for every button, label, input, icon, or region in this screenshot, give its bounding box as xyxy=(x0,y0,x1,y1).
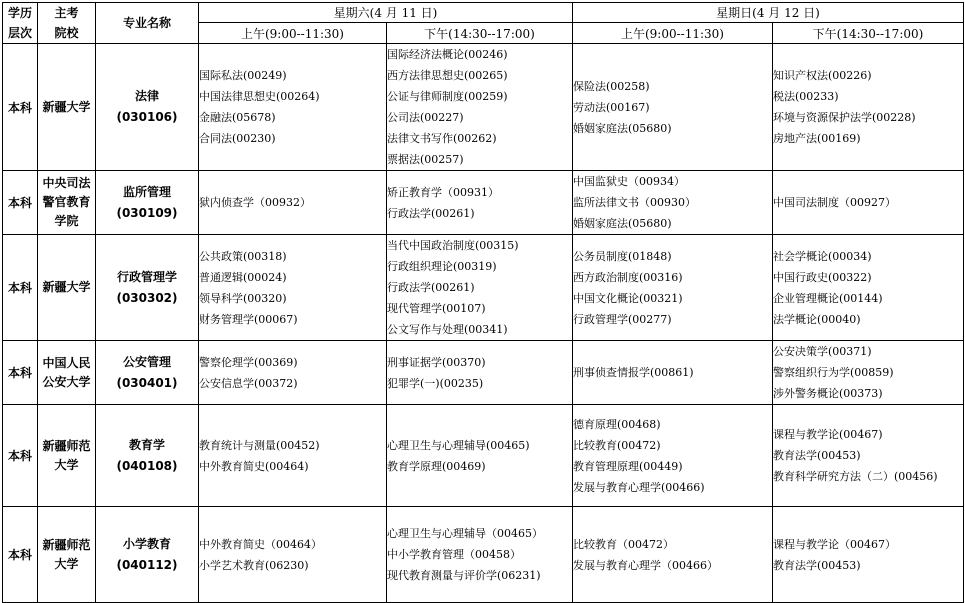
table-row xyxy=(3,171,964,235)
exam-course: 法律文书写作(00262) xyxy=(387,132,497,145)
exam-course: 课程与教学论(00467) xyxy=(773,428,883,441)
sun-afternoon-exams xyxy=(773,341,964,405)
header-sat-afternoon: 下午(14:30--17:00) xyxy=(387,23,573,44)
major-code: (030106) xyxy=(116,110,178,124)
exam-course: 公共政策(00318) xyxy=(199,249,287,263)
exam-course: 行政法学(00261) xyxy=(387,281,475,294)
host-school xyxy=(38,405,96,507)
exam-course: 刑事侦查情报学(00861) xyxy=(573,366,694,379)
exam-course: 企业管理概论(00144) xyxy=(773,291,883,305)
exam-course: 领导科学(00320) xyxy=(199,291,287,305)
exam-course: 教育科学研究方法（二）(00456) xyxy=(773,470,938,483)
header-level: 学历 层次 xyxy=(3,3,38,44)
exam-course: 劳动法(00167) xyxy=(573,100,650,114)
major-code: (030302) xyxy=(116,290,178,305)
exam-course: 涉外警务概论(00373) xyxy=(773,387,883,400)
exam-course: 心理卫生与心理辅导（00465） xyxy=(387,527,543,540)
school-name-line: 警官教育 xyxy=(42,195,91,209)
exam-course: 保险法(00258) xyxy=(573,79,650,93)
major xyxy=(96,341,199,405)
exam-course: 房地产法(00169) xyxy=(773,132,861,145)
exam-course: 矫正教育学（00931） xyxy=(387,185,499,199)
sun-morning-exams xyxy=(573,171,773,235)
exam-course: 狱内侦查学（00932） xyxy=(199,196,311,209)
exam-course: 警察伦理学(00369) xyxy=(199,355,298,369)
sun-morning-exams xyxy=(573,507,773,603)
school-name-line: 大学 xyxy=(54,556,79,571)
exam-course: 婚姻家庭法(05680) xyxy=(573,217,672,230)
exam-course: 教育法学(00453) xyxy=(773,449,861,462)
exam-course: 中国监狱史（00934） xyxy=(573,175,685,188)
degree-level: 本科 xyxy=(3,44,38,171)
exam-course: 行政管理学(00277) xyxy=(573,312,672,326)
table-row xyxy=(3,507,964,603)
major xyxy=(96,235,199,341)
exam-course: 财务管理学(00067) xyxy=(199,312,298,326)
exam-course: 中国法律思想史(00264) xyxy=(199,90,320,103)
exam-course: 当代中国政治制度(00315) xyxy=(387,239,519,252)
sun-afternoon-exams xyxy=(773,507,964,603)
schedule-body xyxy=(3,44,964,603)
major xyxy=(96,171,199,235)
exam-course: 社会学概论(00034) xyxy=(773,249,872,263)
sun-afternoon-exams xyxy=(773,171,964,235)
degree-level: 本科 xyxy=(3,405,38,507)
sat-afternoon-exams xyxy=(387,405,573,507)
exam-course: 西方法律思想史(00265) xyxy=(387,69,508,82)
exam-course: 现代管理学(00107) xyxy=(387,302,486,315)
sun-morning-exams xyxy=(573,235,773,341)
sat-afternoon-exams xyxy=(387,507,573,603)
exam-course: 合同法(00230) xyxy=(199,132,276,145)
school-name-line: 学院 xyxy=(54,214,79,228)
school-name-line: 新疆大学 xyxy=(42,99,91,114)
sun-morning-exams xyxy=(573,44,773,171)
sun-afternoon-exams xyxy=(773,44,964,171)
exam-course: 国际经济法概论(00246) xyxy=(387,48,508,61)
exam-course: 普通逻辑(00024) xyxy=(199,270,287,284)
school-name-line: 新疆大学 xyxy=(42,280,91,294)
exam-course: 教育统计与测量(00452) xyxy=(199,438,320,452)
exam-course: 法学概论(00040) xyxy=(773,312,861,326)
exam-course: 发展与教育心理学（00466） xyxy=(573,558,718,572)
sun-afternoon-exams xyxy=(773,235,964,341)
sun-morning-exams xyxy=(573,405,773,507)
exam-course: 德育原理(00468) xyxy=(573,417,661,431)
header-day-sunday: 星期日(4 月 12 日) xyxy=(573,3,964,23)
major-code: (030401) xyxy=(116,375,178,390)
sat-morning-exams xyxy=(199,171,387,235)
degree-level: 本科 xyxy=(3,341,38,405)
table-row xyxy=(3,405,964,507)
exam-course: 国际私法(00249) xyxy=(199,69,287,82)
exam-course: 票据法(00257) xyxy=(387,153,464,166)
header-school: 主考 院校 xyxy=(38,3,96,44)
exam-course: 中小学教育管理（00458） xyxy=(387,548,521,561)
sun-morning-exams xyxy=(573,341,773,405)
exam-course: 教育法学(00453) xyxy=(773,558,861,572)
major-code: (040108) xyxy=(116,458,178,473)
header-sun-morning: 上午(9:00--11:30) xyxy=(573,23,773,44)
exam-course: 小学艺术教育(06230) xyxy=(199,558,309,572)
sat-morning-exams xyxy=(199,235,387,341)
exam-course: 中国司法制度（00927） xyxy=(773,196,896,209)
header-sat-morning: 上午(9:00--11:30) xyxy=(199,23,387,44)
exam-course: 公司法(00227) xyxy=(387,111,464,124)
header-sun-afternoon: 下午(14:30--17:00) xyxy=(773,23,964,44)
exam-course: 犯罪学(一)(00235) xyxy=(387,376,484,390)
exam-course: 监所法律文书（00930） xyxy=(573,196,696,209)
exam-course: 中国文化概论(00321) xyxy=(573,291,683,305)
exam-course: 课程与教学论（00467） xyxy=(773,537,896,551)
exam-course: 环境与资源保护法学(00228) xyxy=(773,111,916,124)
school-name-line: 大学 xyxy=(54,457,79,472)
degree-level: 本科 xyxy=(3,171,38,235)
table-row xyxy=(3,341,964,405)
school-name-line: 公安大学 xyxy=(42,374,91,389)
sat-afternoon-exams xyxy=(387,341,573,405)
exam-course: 婚姻家庭法(05680) xyxy=(573,121,672,135)
exam-course: 中外教育简史(00464) xyxy=(199,459,309,473)
sat-morning-exams xyxy=(199,507,387,603)
host-school xyxy=(38,341,96,405)
major xyxy=(96,405,199,507)
exam-course: 公务员制度(01848) xyxy=(573,249,672,263)
host-school xyxy=(38,44,96,171)
major-name: 法律 xyxy=(134,89,159,103)
major-name: 小学教育 xyxy=(122,536,171,551)
exam-course: 西方政治制度(00316) xyxy=(573,270,683,284)
exam-course: 比较教育（00472） xyxy=(573,537,674,551)
exam-course: 公证与律师制度(00259) xyxy=(387,90,508,103)
exam-course: 税法(00233) xyxy=(773,90,839,103)
major-name: 监所管理 xyxy=(122,184,171,199)
sat-afternoon-exams xyxy=(387,171,573,235)
exam-course: 行政法学(00261) xyxy=(387,206,475,220)
major-name: 公安管理 xyxy=(122,354,171,369)
exam-course: 比较教育(00472) xyxy=(573,438,661,452)
major-name: 行政管理学 xyxy=(116,269,177,284)
school-name-line: 新疆师范 xyxy=(42,537,91,552)
major-code: (030109) xyxy=(116,205,178,220)
exam-schedule-table xyxy=(2,2,964,603)
exam-course: 金融法(05678) xyxy=(199,111,276,124)
header-major: 专业名称 xyxy=(96,3,199,44)
school-name-line: 中央司法 xyxy=(42,176,91,190)
exam-course: 中国行政史(00322) xyxy=(773,270,872,284)
major-name: 教育学 xyxy=(128,437,165,452)
host-school xyxy=(38,171,96,235)
exam-course: 公文写作与处理(00341) xyxy=(387,323,508,336)
exam-course: 教育学原理(00469) xyxy=(387,459,486,473)
school-name-line: 新疆师范 xyxy=(42,438,91,453)
exam-course: 发展与教育心理学(00466) xyxy=(573,480,705,494)
degree-level: 本科 xyxy=(3,235,38,341)
exam-course: 行政组织理论(00319) xyxy=(387,260,497,273)
sat-morning-exams xyxy=(199,341,387,405)
table-row xyxy=(3,44,964,171)
sat-morning-exams xyxy=(199,405,387,507)
exam-course: 刑事证据学(00370) xyxy=(387,355,486,369)
sun-afternoon-exams xyxy=(773,405,964,507)
exam-course: 知识产权法(00226) xyxy=(773,69,872,82)
sat-afternoon-exams xyxy=(387,44,573,171)
host-school xyxy=(38,507,96,603)
exam-course: 教育管理原理(00449) xyxy=(573,459,683,473)
school-name-line: 中国人民 xyxy=(42,355,91,370)
exam-course: 现代教育测量与评价学(06231) xyxy=(387,569,541,582)
major-code: (040112) xyxy=(116,557,178,572)
sat-afternoon-exams xyxy=(387,235,573,341)
exam-course: 公安信息学(00372) xyxy=(199,376,298,390)
degree-level: 本科 xyxy=(3,507,38,603)
exam-course: 公安决策学(00371) xyxy=(773,345,872,358)
host-school xyxy=(38,235,96,341)
exam-course: 心理卫生与心理辅导(00465) xyxy=(387,438,530,452)
header-day-saturday: 星期六(4 月 11 日) xyxy=(199,3,573,23)
major xyxy=(96,507,199,603)
sat-morning-exams xyxy=(199,44,387,171)
exam-course: 中外教育简史（00464） xyxy=(199,537,322,551)
major xyxy=(96,44,199,171)
table-row xyxy=(3,235,964,341)
exam-course: 警察组织行为学(00859) xyxy=(773,366,894,379)
